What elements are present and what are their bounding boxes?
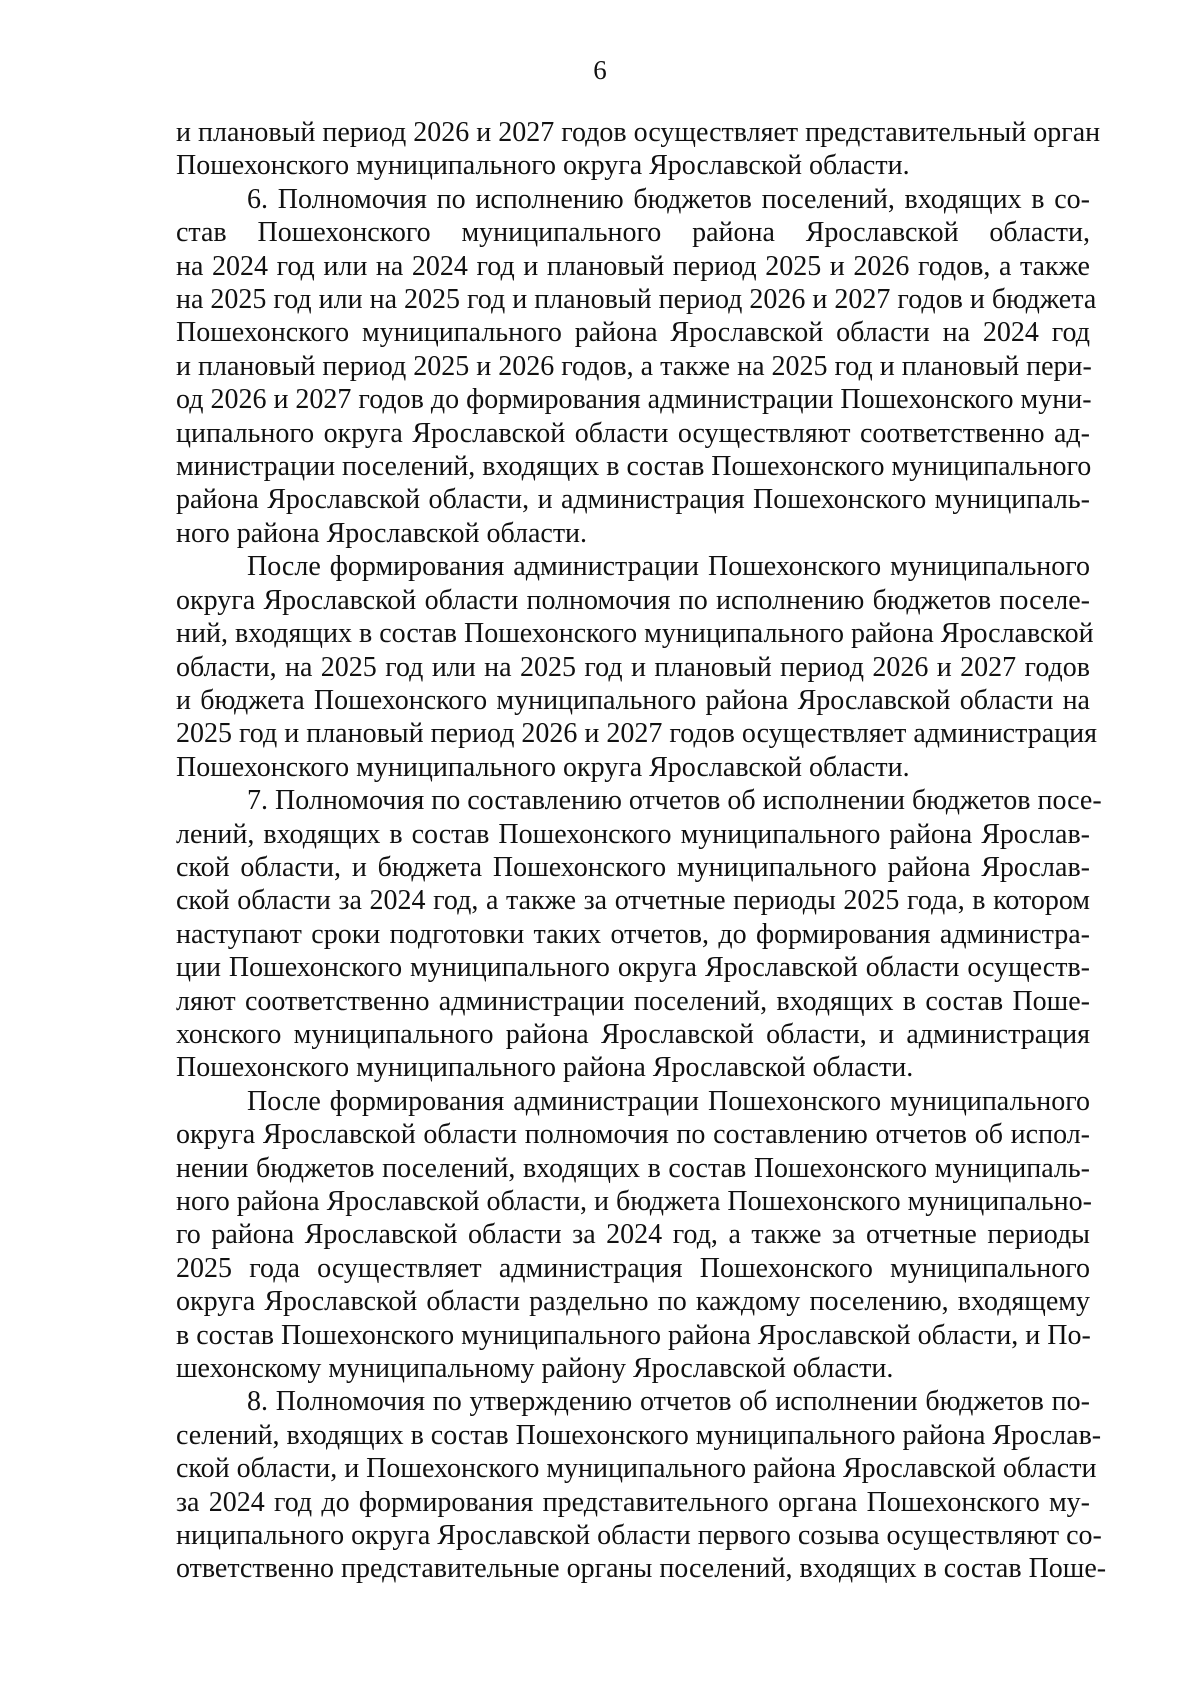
text-line: После формирования администрации Пошехонского муниципального: [247, 1085, 1090, 1117]
text-line: нении бюджетов поселений, входящих в состав Пошехонского муниципаль-: [176, 1152, 1090, 1184]
text-line: 2025 год и плановый период 2026 и 2027 годов осуществляет администрация: [176, 718, 1097, 750]
text-line: на 2024 год или на 2024 год и плановый период 2025 и 2026 годов, а также: [176, 250, 1090, 282]
text-line: на 2025 год или на 2025 год и плановый период 2026 и 2027 годов и бюджета: [176, 284, 1097, 316]
text-line: наступают сроки подготовки таких отчетов, до формирования администра-: [176, 918, 1090, 950]
text-line: лений, входящих в состав Пошехонского муниципального района Ярослав-: [176, 818, 1090, 850]
text-line: министрации поселений, входящих в состав Пошехонского муниципального: [176, 451, 1092, 483]
text-line: хонского муниципального района Ярославской области, и администрация: [176, 1018, 1090, 1050]
document-body: [176, 116, 1107, 1586]
page-number: 6: [593, 55, 607, 85]
text-line: и плановый период 2026 и 2027 годов осуществляет представительный орган: [176, 117, 1101, 148]
paragraph: [176, 1085, 1090, 1386]
text-line: став Пошехонского муниципального района Ярославской области,: [176, 217, 1090, 249]
text-line: в состав Пошехонского муниципального района Ярославской области, и По-: [176, 1319, 1091, 1351]
text-line: Пошехонского муниципального района Ярославской области.: [176, 1052, 914, 1084]
text-line: области, на 2025 год или на 2025 год и плановый период 2026 и 2027 годов: [176, 651, 1090, 683]
text-line: шехонскому муниципальному району Ярославской области.: [176, 1353, 894, 1385]
text-line: После формирования администрации Пошехонского муниципального: [247, 551, 1090, 583]
paragraph: [176, 1385, 1107, 1585]
text-line: ции Пошехонского муниципального округа Ярославской области осуществ-: [176, 952, 1090, 984]
text-line: Пошехонского муниципального округа Ярославской области.: [176, 150, 910, 182]
paragraph: [176, 550, 1097, 784]
text-line: ской области за 2024 год, а также за отчетные периоды 2025 года, в котором: [176, 885, 1090, 917]
text-line: округа Ярославской области полномочия по исполнению бюджетов поселе-: [176, 584, 1090, 616]
text-line: ответственно представительные органы поселений, входящих в состав Поше-: [176, 1553, 1107, 1585]
paragraph: [176, 784, 1102, 1085]
text-line: ской области, и бюджета Пошехонского муниципального района Ярослав-: [176, 851, 1090, 883]
text-line: района Ярославской области, и администрация Пошехонского муниципаль-: [176, 484, 1090, 516]
text-line: ципального округа Ярославской области осуществляют соответственно ад-: [176, 417, 1090, 449]
text-line: ской области, и Пошехонского муниципального района Ярославской области: [176, 1453, 1097, 1485]
text-line: ляют соответственно администрации поселений, входящих в состав Поше-: [176, 985, 1090, 1017]
text-line: и плановый период 2025 и 2026 годов, а также на 2025 год и плановый пери-: [176, 350, 1092, 382]
text-line: округа Ярославской области полномочия по составлению отчетов об испол-: [176, 1119, 1090, 1151]
text-line: Пошехонского муниципального округа Ярославской области.: [176, 751, 910, 783]
text-line: го района Ярославской области за 2024 год, а также за отчетные периоды: [176, 1219, 1090, 1251]
text-line: ниципального округа Ярославской области первого созыва осуществляют со-: [176, 1520, 1102, 1552]
text-line: 2025 года осуществляет администрация Пошехонского муниципального: [176, 1252, 1090, 1284]
text-line: 7. Полномочия по составлению отчетов об исполнении бюджетов посе-: [247, 785, 1102, 817]
text-line: ний, входящих в состав Пошехонского муниципального района Ярославской: [176, 618, 1094, 650]
paragraph: [176, 183, 1097, 550]
paragraph: [176, 116, 1101, 183]
text-line: 8. Полномочия по утверждению отчетов об исполнении бюджетов по-: [247, 1386, 1090, 1418]
text-line: ного района Ярославской области, и бюджета Пошехонского муниципально-: [176, 1186, 1092, 1217]
text-line: селений, входящих в состав Пошехонского муниципального района Ярослав-: [176, 1419, 1102, 1451]
text-line: за 2024 год до формирования представительного органа Пошехонского му-: [176, 1486, 1090, 1518]
text-line: од 2026 и 2027 годов до формирования администрации Пошехонского муни-: [176, 384, 1092, 416]
text-line: ного района Ярославской области.: [176, 517, 588, 549]
text-line: 6. Полномочия по исполнению бюджетов поселений, входящих в со-: [247, 183, 1090, 215]
text-line: округа Ярославской области раздельно по каждому поселению, входящему: [176, 1286, 1090, 1318]
text-line: и бюджета Пошехонского муниципального района Ярославской области на: [176, 684, 1090, 716]
text-line: Пошехонского муниципального района Ярославской области на 2024 год: [176, 317, 1090, 349]
